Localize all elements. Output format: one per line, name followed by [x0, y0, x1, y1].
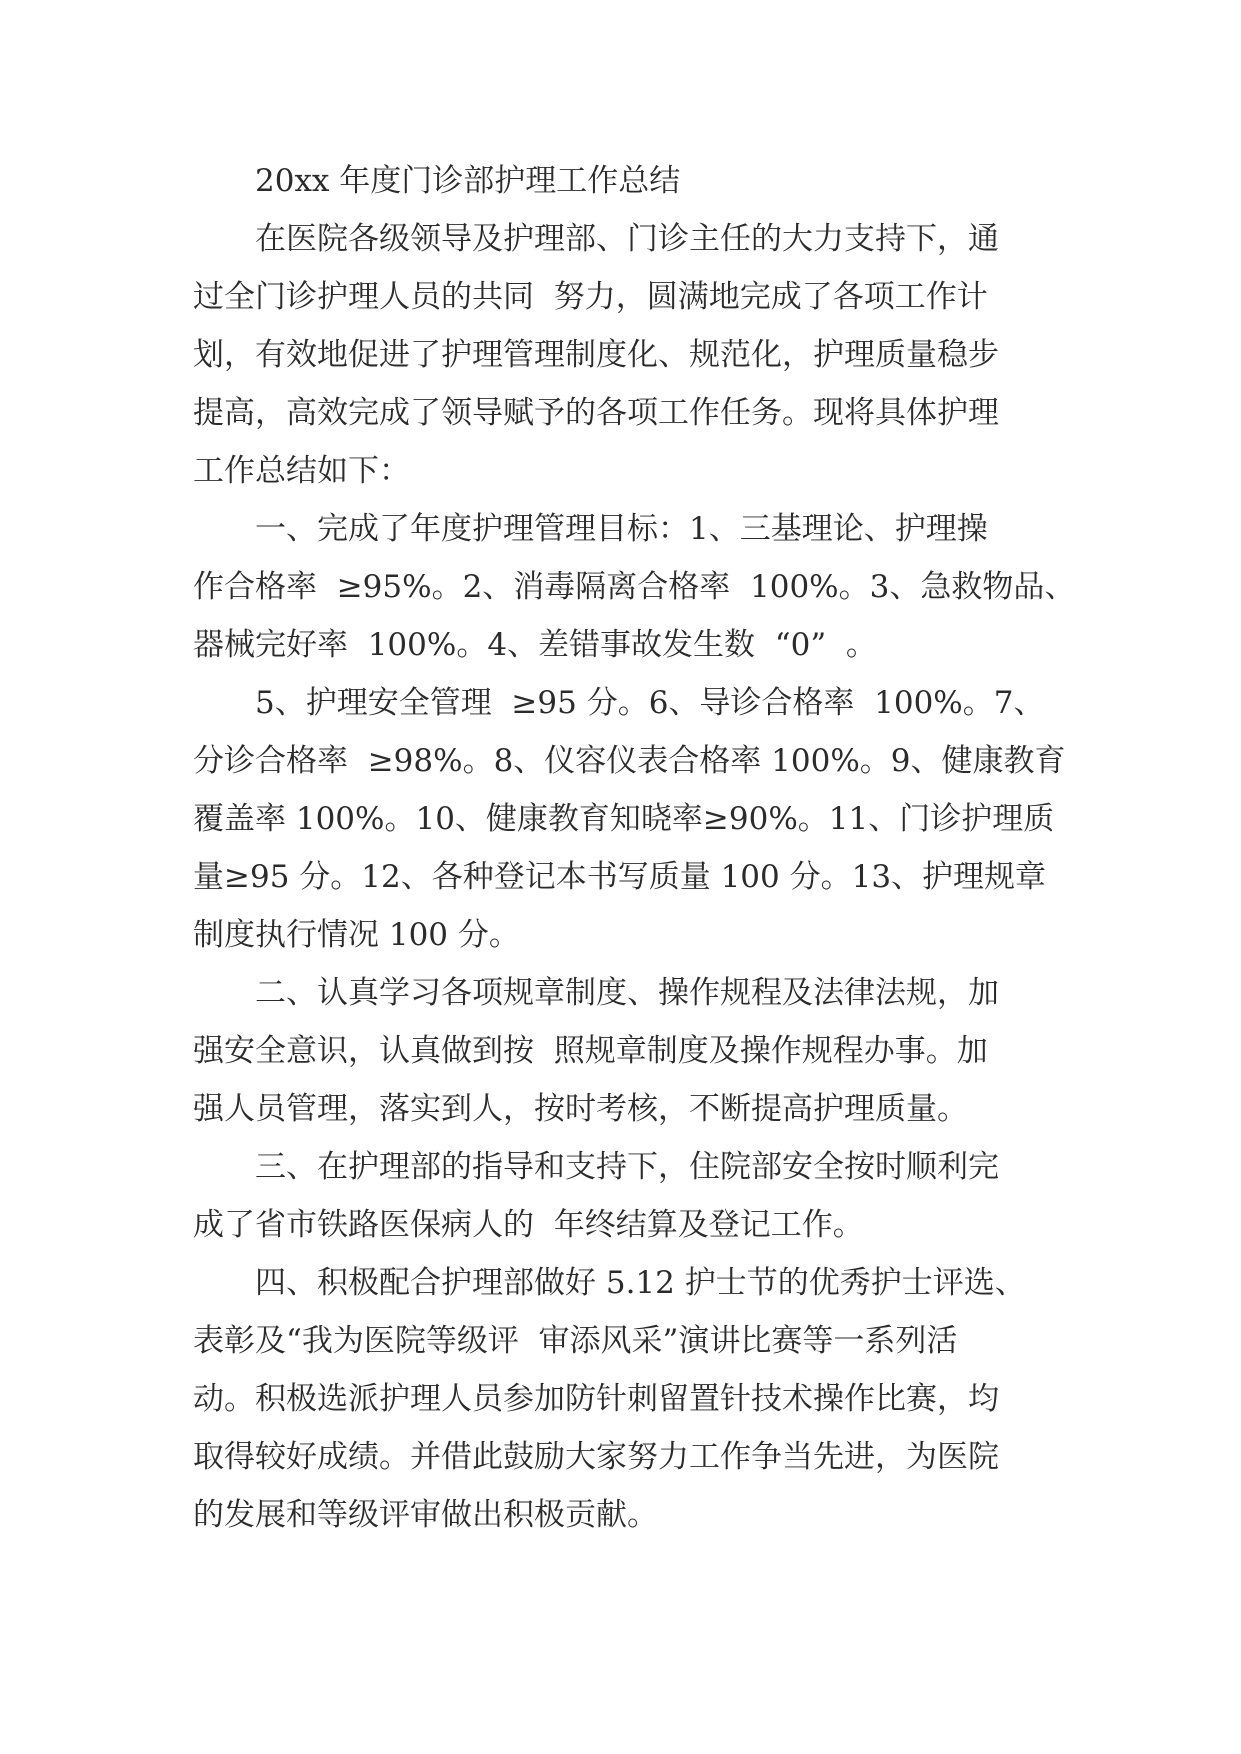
paragraph-metrics-line-4: 量≥95 分。12、各种登记本书写质量 100 分。13、护理规章 [193, 859, 1047, 895]
paragraph-activities-line-3: 动。积极选派护理人员参加防针刺留置针技术操作比赛，均 [193, 1381, 999, 1417]
document-title: 20xx 年度门诊部护理工作总结 [255, 163, 681, 199]
paragraph-goals-line-3: 器械完好率 100%。4、差错事故发生数 “0” 。 [193, 627, 877, 663]
paragraph-activities-line-5: 的发展和等级评审做出积极贡献。 [193, 1497, 658, 1533]
paragraph-activities-line-4: 取得较好成绩。并借此鼓励大家努力工作争当先进，为医院 [193, 1439, 999, 1475]
paragraph-metrics-line-3: 覆盖率 100%。10、健康教育知晓率≥90%。11、门诊护理质 [193, 801, 1055, 837]
paragraph-intro-line-4: 提高，高效完成了领导赋予的各项工作任务。现将具体护理 [193, 395, 999, 431]
paragraph-intro-line-2: 过全门诊护理人员的共同 努力，圆满地完成了各项工作计 [193, 279, 988, 315]
paragraph-goals-line-2: 作合格率 ≥95%。2、消毒隔离合格率 100%。3、急救物品、 [193, 569, 1076, 605]
paragraph-metrics-line-5: 制度执行情况 100 分。 [193, 917, 520, 953]
paragraph-settlement-line-2: 成了省市铁路医保病人的 年终结算及登记工作。 [193, 1207, 864, 1243]
paragraph-intro-line-5: 工作总结如下： [193, 453, 410, 489]
paragraph-metrics-line-1: 5、护理安全管理 ≥95 分。6、导诊合格率 100%。7、 [255, 685, 1045, 721]
paragraph-intro-line-1: 在医院各级领导及护理部、门诊主任的大力支持下，通 [255, 221, 999, 257]
paragraph-goals-line-1: 一、完成了年度护理管理目标：1、三基理论、护理操 [255, 511, 988, 547]
paragraph-study-line-2: 强安全意识，认真做到按 照规章制度及操作规程办事。加 [193, 1033, 988, 1069]
paragraph-intro-line-3: 划，有效地促进了护理管理制度化、规范化，护理质量稳步 [193, 337, 999, 373]
paragraph-settlement-line-1: 三、在护理部的指导和支持下，住院部安全按时顺利完 [255, 1149, 999, 1185]
paragraph-study-line-1: 二、认真学习各项规章制度、操作规程及法律法规，加 [255, 975, 999, 1011]
paragraph-activities-line-1: 四、积极配合护理部做好 5.12 护士节的优秀护士评选、 [255, 1265, 1026, 1301]
document-body [193, 152, 1076, 1544]
paragraph-metrics-line-2: 分诊合格率 ≥98%。8、仪容仪表合格率 100%。9、健康教育 [193, 743, 1066, 779]
paragraph-study-line-3: 强人员管理，落实到人，按时考核，不断提高护理质量。 [193, 1091, 968, 1127]
paragraph-activities-line-2: 表彰及“我为医院等级评 审添风采”演讲比赛等一系列活 [193, 1323, 958, 1359]
